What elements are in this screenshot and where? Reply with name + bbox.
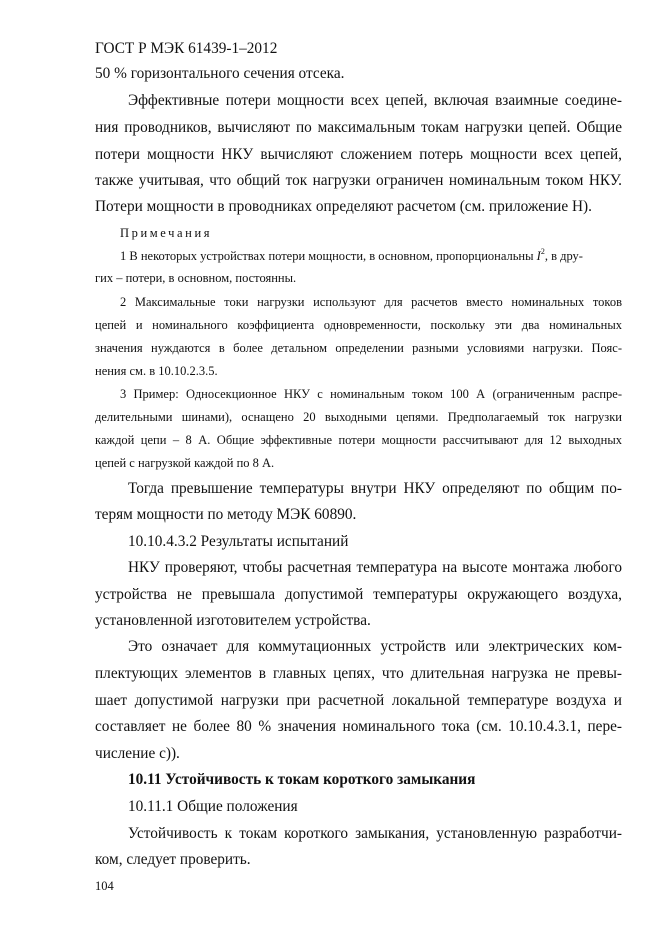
paragraph-line: терям мощности по методу МЭК 60890. (95, 506, 357, 523)
note-line: 2 Максимальные токи нагрузки используют для расчетов вместо номинальных токов (120, 295, 622, 309)
paragraph-line: Устойчивость к токам короткого замыкания, установленную разработчи- (128, 825, 622, 842)
note-1-text: , в дру- (544, 249, 583, 263)
paragraph-line: ком, следует проверить. (95, 851, 251, 868)
note-1-line (120, 249, 622, 264)
paragraph-line: шает допустимой нагрузки при расчетной локальной температуре воздуха и (95, 692, 622, 709)
subsection-heading: 10.11.1 Общие положения (128, 798, 298, 815)
note-line: 3 Пример: Односекционное НКУ с номинальным током 100 А (ограниченным распре- (120, 387, 622, 401)
text-line: 50 % горизонтального сечения отсека. (95, 65, 345, 82)
page-number: 104 (95, 879, 114, 893)
section-heading: 10.11 Устойчивость к токам короткого замыкания (128, 771, 476, 788)
note-line: цепей и номинального коэффициента одновременности, поскольку эти два номинальных (95, 318, 622, 332)
note-line: нения см. в 10.10.2.3.5. (95, 364, 218, 378)
paragraph-line: Тогда превышение температуры внутри НКУ определяют по общим по- (128, 480, 622, 497)
paragraph-line: числение с)). (95, 745, 180, 762)
subsection-heading: 10.10.4.3.2 Результаты испытаний (128, 533, 349, 550)
paragraph-line: составляет не более 80 % значения номинального тока (см. 10.10.4.3.1, пере- (95, 718, 622, 735)
paragraph-line: Потери мощности в проводниках определяют расчетом (см. приложение Н). (95, 198, 592, 215)
paragraph-line: Эффективные потери мощности всех цепей, включая взаимные соедине- (128, 92, 622, 109)
paragraph-line: потери мощности НКУ вычисляют сложением потерь мощности всех цепей, (95, 146, 622, 163)
note-line: каждой цепи – 8 А. Общие эффективные потери мощности рассчитывают для 12 выходных (95, 433, 622, 447)
document-header: ГОСТ Р МЭК 61439-1–2012 (95, 40, 278, 57)
notes-heading: Примечания (120, 226, 213, 240)
formula-variable: I (536, 249, 541, 263)
paragraph-line: Это означает для коммутационных устройств или электрических ком- (128, 638, 622, 655)
paragraph-line: НКУ проверяют, чтобы расчетная температура на высоте монтажа любого (128, 559, 622, 576)
note-line: делительными шинами), оснащено 20 выходными цепями. Предполагаемый ток нагрузки (95, 410, 622, 424)
paragraph-line: устройства не превышала допустимой температуры окружающего воздуха, (95, 586, 622, 603)
paragraph-line: также учитывая, что общий ток нагрузки ограничен номинальным током НКУ. (95, 172, 622, 189)
paragraph-line: ния проводников, вычисляют по максимальным токам нагрузки цепей. Общие (95, 119, 622, 136)
note-1-text: 1 В некоторых устройствах потери мощности, в основном, пропорциональны (120, 249, 534, 263)
paragraph-line: плектующих элементов в главных цепях, что длительная нагрузка не превы- (95, 665, 622, 682)
formula-exponent: 2 (540, 247, 545, 256)
note-line: гих – потери, в основном, постоянны. (95, 271, 297, 285)
paragraph-line: установленной изготовителем устройства. (95, 612, 371, 629)
note-line: цепей с нагрузкой каждой по 8 А. (95, 456, 275, 470)
note-line: значения нуждаются в более детальном определении разными условиями нагрузки. Пояс- (95, 341, 622, 355)
